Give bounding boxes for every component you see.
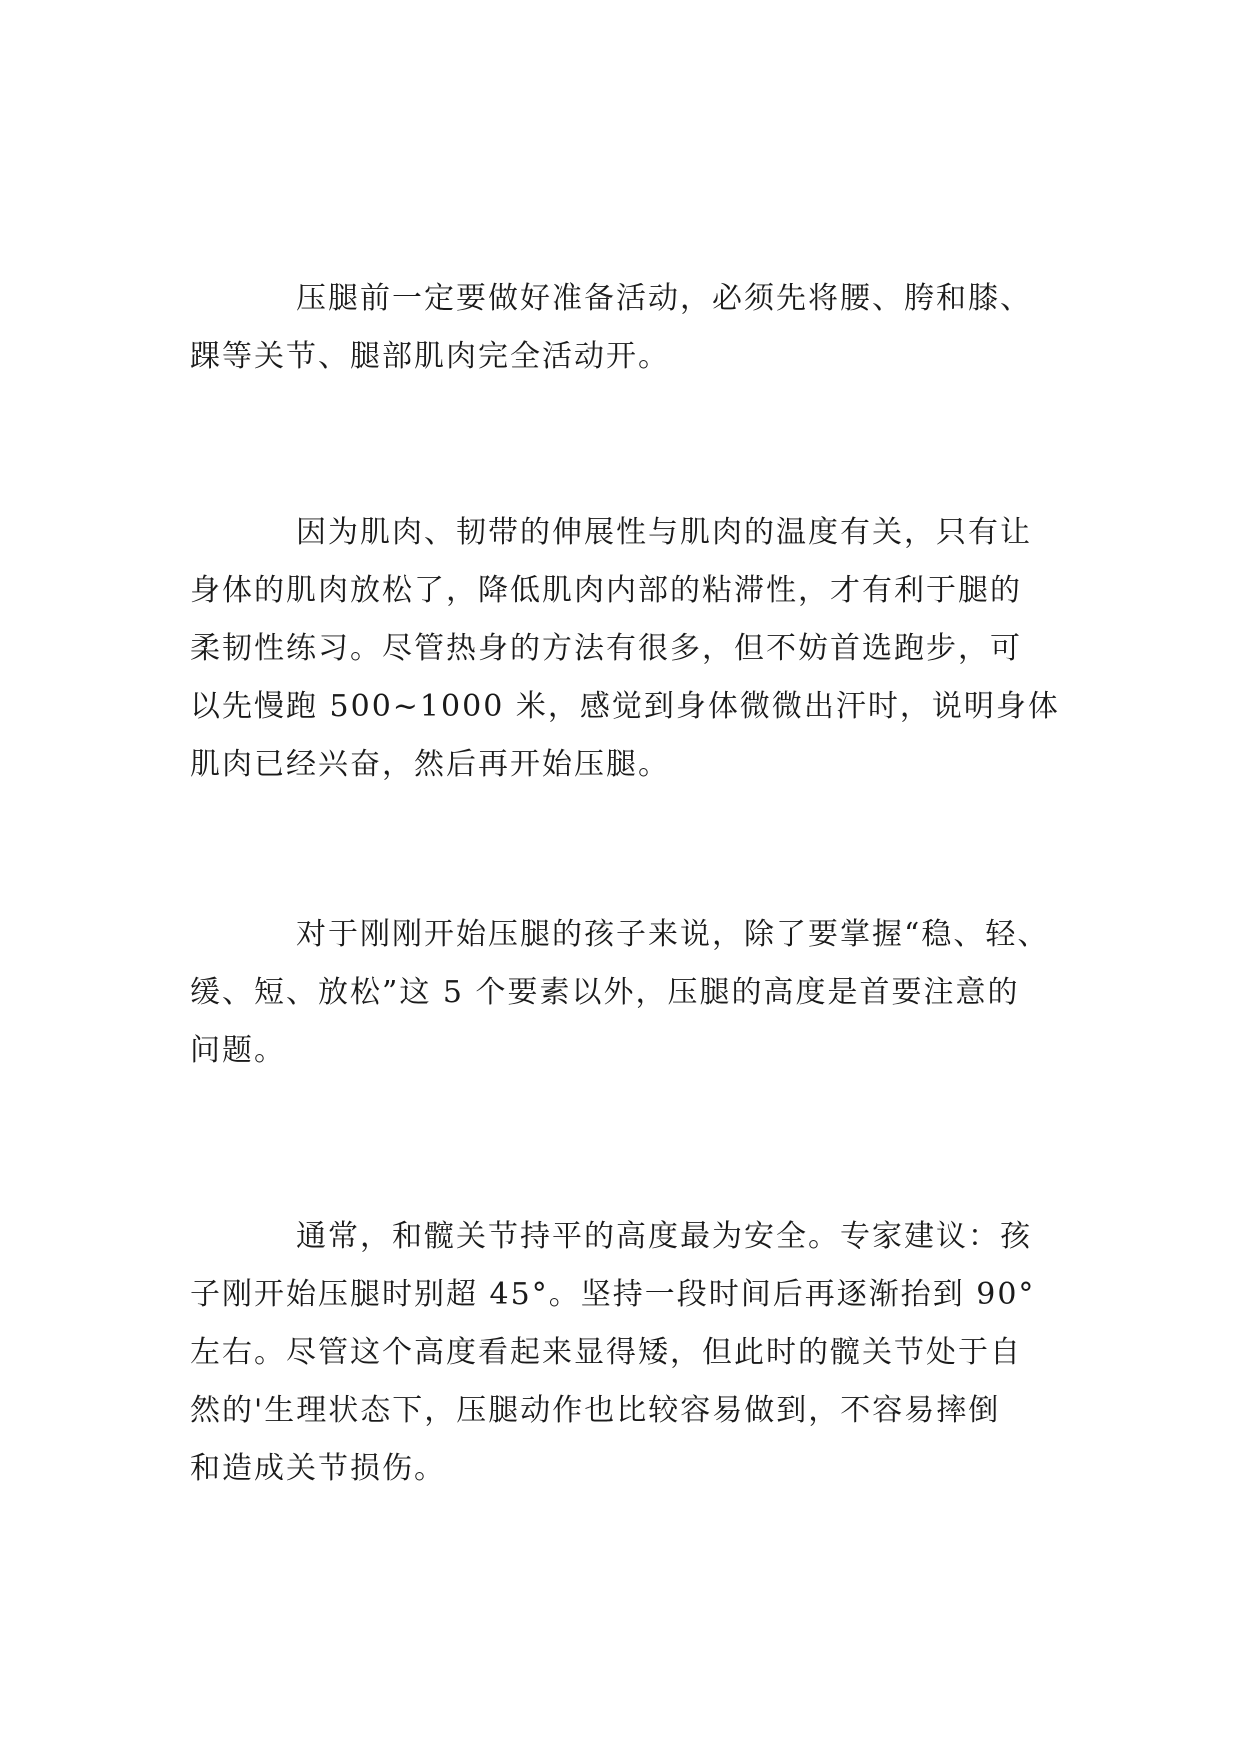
text-line: 肌肉已经兴奋，然后再开始压腿。 (190, 747, 670, 782)
text-line: 身体的肌肉放松了，降低肌肉内部的粘滞性，才有利于腿的 (190, 573, 1022, 608)
text-line: 左右。尽管这个高度看起来显得矮，但此时的髋关节处于自 (190, 1335, 1022, 1370)
text-line: 通常，和髋关节持平的高度最为安全。专家建议：孩 (296, 1219, 1032, 1254)
text-line: 对于刚刚开始压腿的孩子来说，除了要掌握“稳、轻、 (296, 917, 1050, 952)
text-line: 因为肌肉、韧带的伸展性与肌肉的温度有关，只有让 (296, 515, 1032, 550)
paragraph-safe-height (190, 1208, 1050, 1498)
text-line: 子刚开始压腿时别超 45°。坚持一段时间后再逐渐抬到 90° (190, 1277, 1036, 1312)
text-line: 然的'生理状态下，压腿动作也比较容易做到，不容易摔倒 (190, 1393, 1001, 1428)
text-line: 踝等关节、腿部肌肉完全活动开。 (190, 339, 670, 374)
text-line: 和造成关节损伤。 (190, 1451, 446, 1486)
text-line: 压腿前一定要做好准备活动，必须先将腰、胯和膝、 (296, 281, 1032, 316)
text-line: 缓、短、放松”这 5 个要素以外，压腿的高度是首要注意的 (190, 975, 1020, 1010)
text-line: 柔韧性练习。尽管热身的方法有很多，但不妨首选跑步，可 (190, 631, 1022, 666)
text-line: 问题。 (190, 1033, 286, 1068)
paragraph-warmup-preparation (190, 270, 1050, 386)
paragraph-muscle-temperature (190, 504, 1060, 794)
paragraph-five-elements (190, 906, 1050, 1080)
text-line: 以先慢跑 500~1000 米，感觉到身体微微出汗时，说明身体 (190, 689, 1060, 724)
